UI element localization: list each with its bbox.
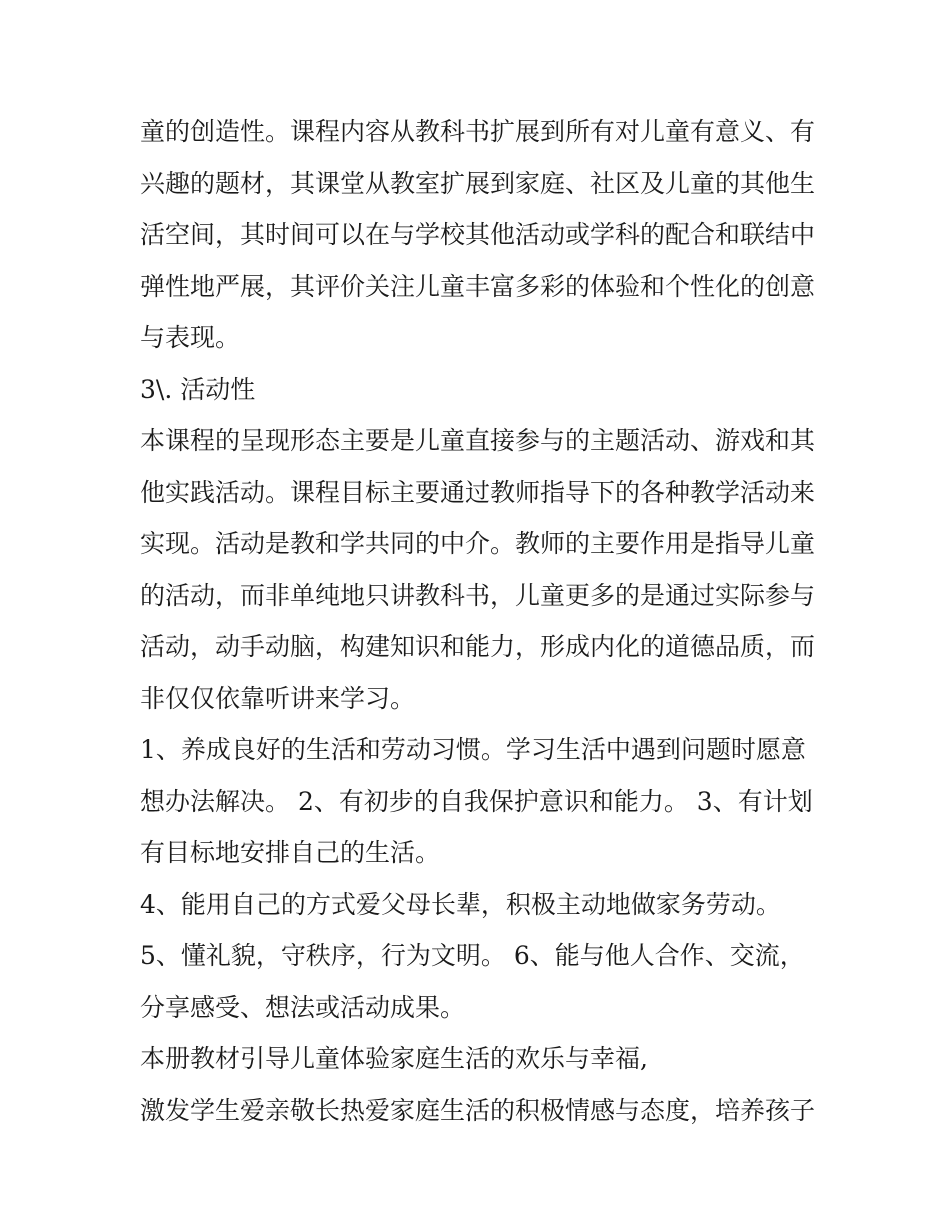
document-body bbox=[140, 106, 820, 1136]
list-item: 5、懂礼貌，守秩序，行为文明。 6、能与他人合作、交流， bbox=[140, 941, 805, 970]
text-line: 他实践活动。课程目标主要通过教师指导下的各种教学活动来 bbox=[140, 477, 816, 507]
text-line: 激发学生爱亲敬长热爱家庭生活的积极情感与态度，培养孩子 bbox=[140, 1095, 816, 1125]
text-line: 活空间，其时间可以在与学校其他活动或学科的配合和联结中 bbox=[140, 220, 816, 249]
list-item: 1、养成良好的生活和劳动习惯。学习生活中遇到问题时愿意 bbox=[140, 735, 806, 764]
text-line: 本册教材引导儿童体验家庭生活的欢乐与幸福, bbox=[140, 1044, 648, 1073]
text-line: 本课程的呈现形态主要是儿童直接参与的主题活动、游戏和其 bbox=[140, 426, 816, 455]
list-item: 想办法解决。 2、有初步的自我保护意识和能力。 3、有计划 bbox=[140, 786, 813, 816]
section-heading: 3\. 活动性 bbox=[140, 374, 256, 404]
list-item: 分享感受、想法或活动成果。 bbox=[140, 992, 466, 1022]
text-line: 的活动，而非单纯地只讲教科书，儿童更多的是通过实际参与 bbox=[140, 580, 816, 610]
text-line: 弹性地严展，其评价关注儿童丰富多彩的体验和个性化的创意 bbox=[140, 271, 816, 301]
list-item: 4、能用自己的方式爱父母长辈，积极主动地做家务劳动。 bbox=[140, 889, 781, 919]
text-line: 童的创造性。课程内容从教科书扩展到所有对儿童有意义、有 bbox=[140, 117, 816, 146]
text-line: 兴趣的题材，其课堂从教室扩展到家庭、社区及儿童的其他生 bbox=[140, 168, 816, 198]
text-line: 与表现。 bbox=[140, 323, 241, 352]
text-line: 实现。活动是教和学共同的中介。教师的主要作用是指导儿童 bbox=[140, 529, 816, 558]
text-line: 非仅仅依靠听讲来学习。 bbox=[140, 683, 416, 713]
list-item: 有目标地安排自己的生活。 bbox=[140, 838, 441, 867]
text-line: 活动，动手动脑，构建知识和能力，形成内化的道德品质，而 bbox=[140, 632, 816, 661]
